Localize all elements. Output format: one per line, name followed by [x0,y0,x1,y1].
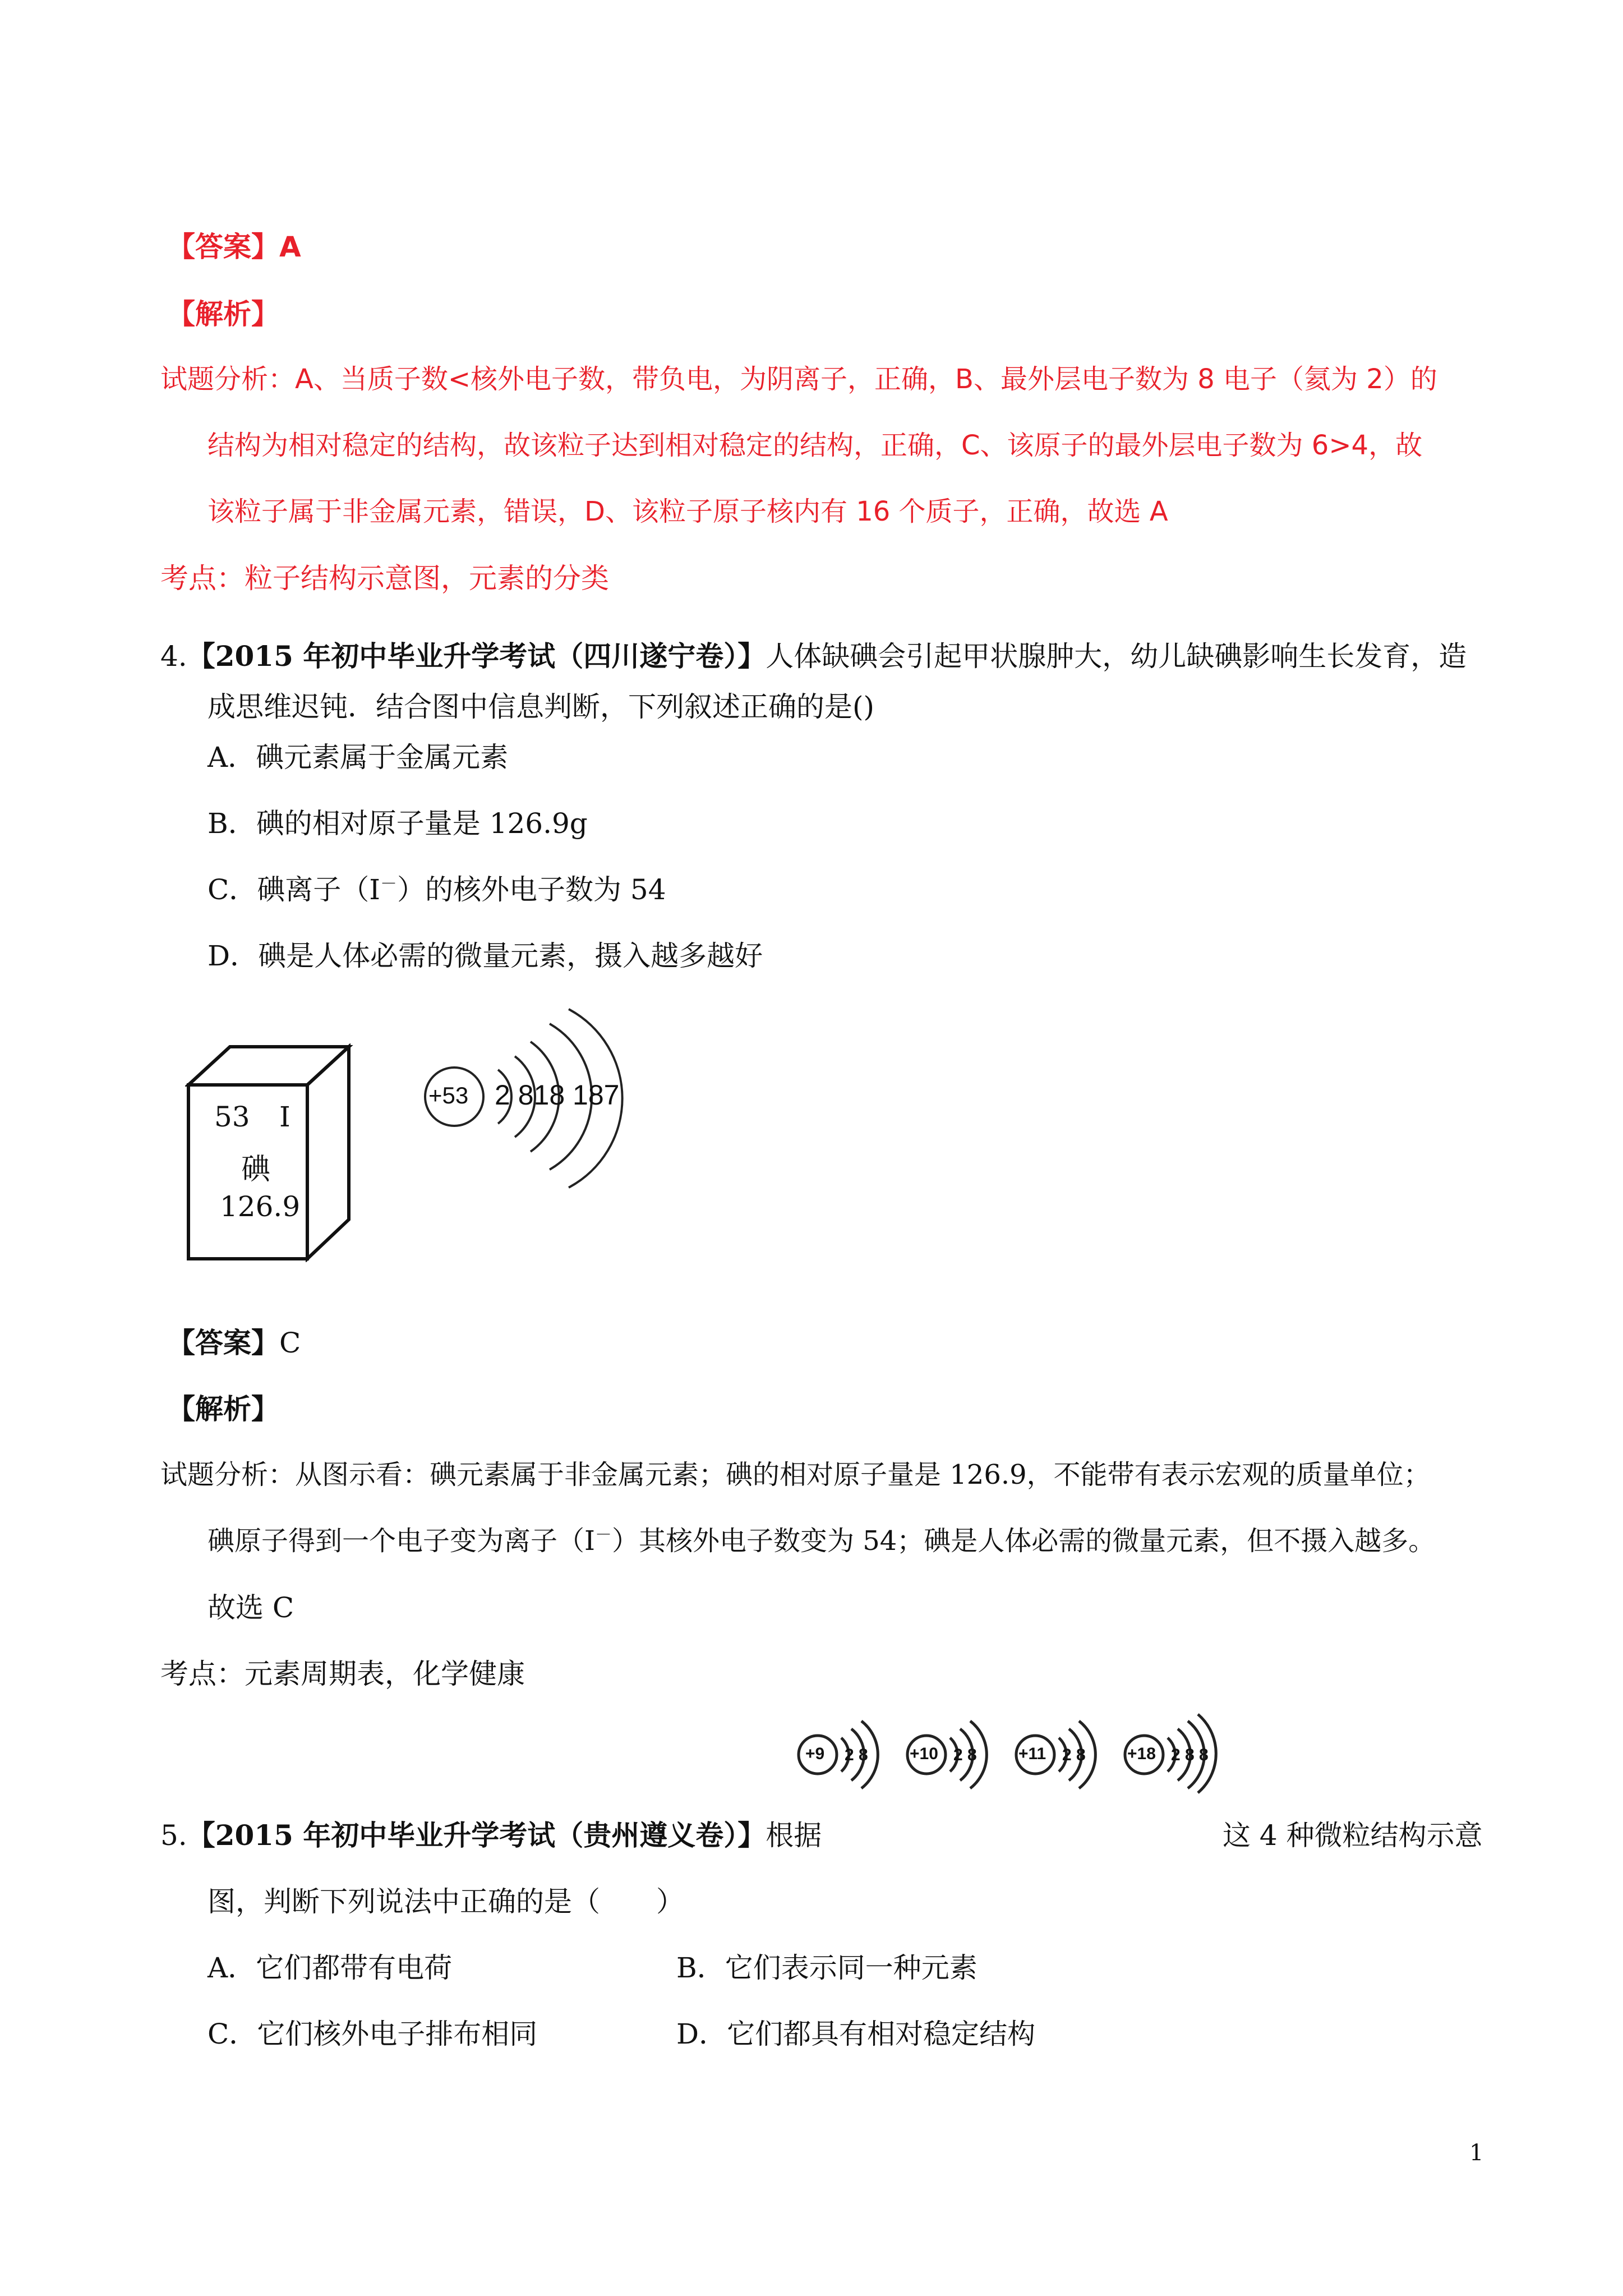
q4-stem-line-2: 成思维迟钝．结合图中信息判断，下列叙述正确的是() [208,691,875,723]
q4-analysis-line-1: 试题分析：从图示看：碘元素属于非金属元素；碘的相对原子量是 126.9，不能带有表示宏观的质量单位； [160,1459,1431,1490]
q4-answer-value: C [279,1327,301,1359]
iodine-element-cube [185,1043,353,1262]
q5-stem-pre: 根据 [766,1819,822,1852]
particle-1-nucleus: +9 [805,1745,825,1763]
q4-kaodian: 考点：元素周期表，化学健康 [160,1658,525,1690]
q5-stem-line-2: 图，判断下列说法中正确的是（ ） [208,1885,684,1918]
cube-atomic-number: 53 [214,1101,250,1133]
q3-analysis-label: 【解析】 [167,298,279,330]
nucleus-label: +53 [428,1082,469,1108]
q4-number: 4. [160,640,187,673]
q4-answer [167,1320,301,1361]
q4-answer-label: 【答案】 [167,1326,279,1359]
particle-1-shells: 2 8 [845,1746,868,1764]
q5-stem-line-1 [160,1813,822,1853]
q3-analysis-line-1: 试题分析：A、当质子数<核外电子数，带负电，为阴离子，正确，B、最外层电子数为 8 电子（氦为 2）的 [160,364,1437,395]
q3-answer [167,224,301,265]
q5-option-b: B．它们表示同一种元素 [676,1952,978,1984]
q4-source: 【2015 年初中毕业升学考试（四川遂宁卷）】 [187,639,766,673]
q5-source: 【2015 年初中毕业升学考试（贵州遵义卷）】 [187,1819,766,1852]
particle-2-shells: 2 8 [953,1746,977,1764]
q5-option-c: C．它们核外电子排布相同 [208,2018,538,2050]
q3-answer-label: 【答案】 [167,231,279,263]
q4-analysis-label: 【解析】 [167,1392,279,1425]
particle-3-shells: 2 8 [1062,1746,1086,1764]
cube-element-name: 碘 [241,1153,271,1186]
particle-2-nucleus: +10 [910,1745,938,1763]
shell-electron-counts: 2 818 187 [495,1079,620,1111]
q5-option-d: D．它们都具有相对稳定结构 [676,2018,1036,2050]
q4-option-a: A．碘元素属于金属元素 [208,741,509,774]
q5-number: 5. [160,1819,187,1852]
q5-particle-structures [785,1711,1234,1795]
q4-option-c: C．碘离子（I－）的核外电子数为 54 [208,873,666,906]
particle-3-nucleus: +11 [1018,1745,1046,1763]
particle-4-nucleus: +18 [1127,1745,1156,1763]
q4-analysis-line-3: 故选 C [208,1591,294,1624]
ion-charge: － [380,874,398,894]
particle-4-shells: 2 8 8 [1171,1746,1209,1764]
q5-stem-post: 这 4 种微粒结构示意 [1223,1819,1483,1852]
q3-analysis-line-3: 该粒子属于非金属元素，错误，D、该粒子原子核内有 16 个质子，正确，故选 A [208,496,1168,527]
iodine-atom-structure [419,1007,627,1192]
q4-option-d: D．碘是人体必需的微量元素，摄入越多越好 [208,940,763,972]
q4-stem-line-1 [160,634,1467,674]
q3-analysis-line-2: 结构为相对稳定的结构，故该粒子达到相对稳定的结构，正确，C、该原子的最外层电子数为 6>4，故 [208,430,1423,461]
page-number: 1 [1469,2140,1484,2166]
q4-option-b: B．碘的相对原子量是 126.9g [208,807,588,840]
cube-symbol: I [279,1101,291,1133]
q3-answer-value: A [279,231,301,263]
q5-option-a: A．它们都带有电荷 [208,1952,453,1984]
q3-kaodian: 考点：粒子结构示意图，元素的分类 [160,562,609,595]
cube-atomic-mass: 126.9 [220,1190,301,1223]
q4-stem-text: 人体缺碘会引起甲状腺肿大，幼儿缺碘影响生长发育，造 [766,640,1467,673]
q4-analysis-line-2: 碘原子得到一个电子变为离子（I－）其核外电子数变为 54；碘是人体必需的微量元素，但不摄入越多。 [208,1525,1436,1557]
